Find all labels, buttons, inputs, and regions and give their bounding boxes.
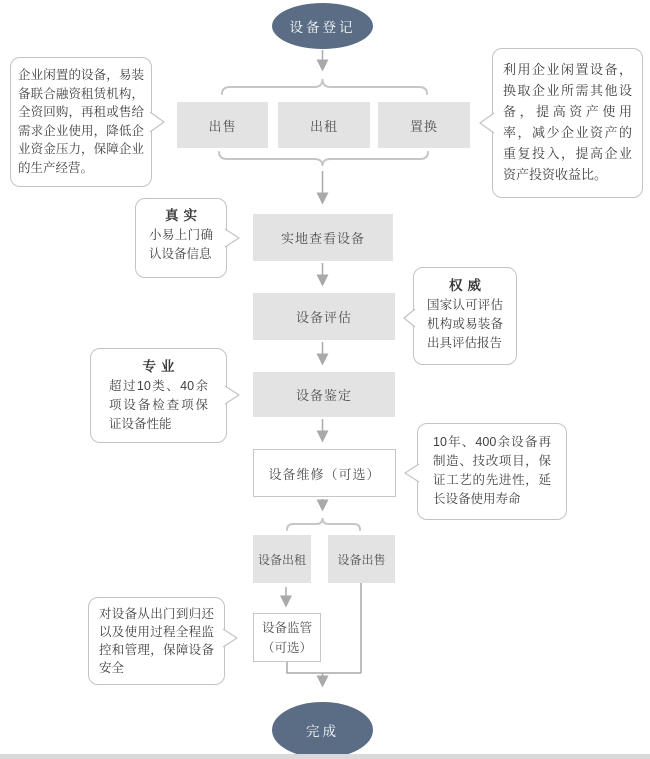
step-appraise-label: 设备鉴定 [295, 388, 352, 403]
option-node-rent [278, 102, 370, 148]
line-supervision-merge [287, 662, 361, 673]
callout-pointer-professional [225, 386, 239, 404]
branch-sell-label: 设备出售 [337, 552, 386, 567]
callout-finance-leaseback [10, 57, 152, 187]
callout-authentic-title: 真实 [165, 208, 202, 223]
callout-exchange-text: 利用企业闲置设备，换取企业所需其他设备，提高资产使用率，减少企业资产的重复投入，提高企业资产投资收益比。 [503, 62, 632, 182]
callout-authority-text: 国家认可评估机构或易装备出具评估报告 [427, 298, 503, 350]
step-repair-label: 设备维修（可选） [268, 466, 381, 482]
step-inspect-label: 实地查看设备 [280, 231, 365, 246]
option-node-exchange [378, 102, 470, 148]
callout-asset-exchange [492, 48, 643, 198]
option-exchange-label: 置换 [409, 118, 438, 134]
page-bottom-strip [0, 754, 650, 759]
start-terminal-node [272, 3, 373, 49]
step-node-supervision-optional [253, 613, 321, 662]
branch-node-equipment-rent [253, 535, 311, 583]
callout-professional [90, 348, 227, 443]
start-label: 设备登记 [289, 20, 356, 35]
branch-node-equipment-sell [328, 535, 395, 583]
step-node-repair-optional [253, 449, 396, 497]
callout-authority-title: 权威 [449, 278, 486, 293]
callout-remanufacture-text: 10年、400余设备再制造、技改项目，保证工艺的先进性，延长设备使用寿命 [433, 435, 551, 506]
callout-remanufacture [417, 423, 567, 520]
step-node-appraise [253, 372, 395, 417]
callout-finance-text: 企业闲置的设备，易装备联合融资租赁机构，全资回购，再租或售给需求企业使用，降低企业资金压力，保障企业的生产经营。 [18, 68, 144, 175]
callout-authentic-text: 小易上门确认设备信息 [149, 228, 213, 261]
brace-above-options [222, 79, 427, 94]
callout-supervision [88, 597, 225, 685]
callout-pointer-authentic [225, 229, 239, 247]
callout-pointer-supervision [223, 629, 237, 647]
step-evaluate-label: 设备评估 [295, 310, 352, 325]
callout-professional-text: 超过10类、40余项设备检查项保证设备性能 [109, 379, 208, 431]
brace-split-branches [287, 518, 360, 530]
callout-authentic [135, 198, 227, 278]
step-node-evaluate [253, 293, 395, 340]
callout-supervision-text: 对设备从出门到归还以及使用过程全程监控和管理，保障设备安全 [99, 607, 214, 675]
step-node-inspect [253, 214, 393, 261]
option-node-sell [177, 102, 268, 148]
supervision-label-line2: （可选） [261, 640, 312, 655]
option-sell-label: 出售 [208, 118, 237, 134]
supervision-label-line1: 设备监管 [261, 620, 312, 635]
callout-authority [413, 267, 517, 365]
end-label: 完成 [306, 724, 339, 739]
callout-professional-title: 专业 [142, 359, 180, 374]
brace-below-options [219, 152, 428, 166]
callout-pointer-finance [150, 112, 164, 132]
option-rent-label: 出租 [309, 118, 338, 134]
end-terminal-node [272, 702, 373, 758]
branch-rent-label: 设备出租 [257, 552, 306, 567]
